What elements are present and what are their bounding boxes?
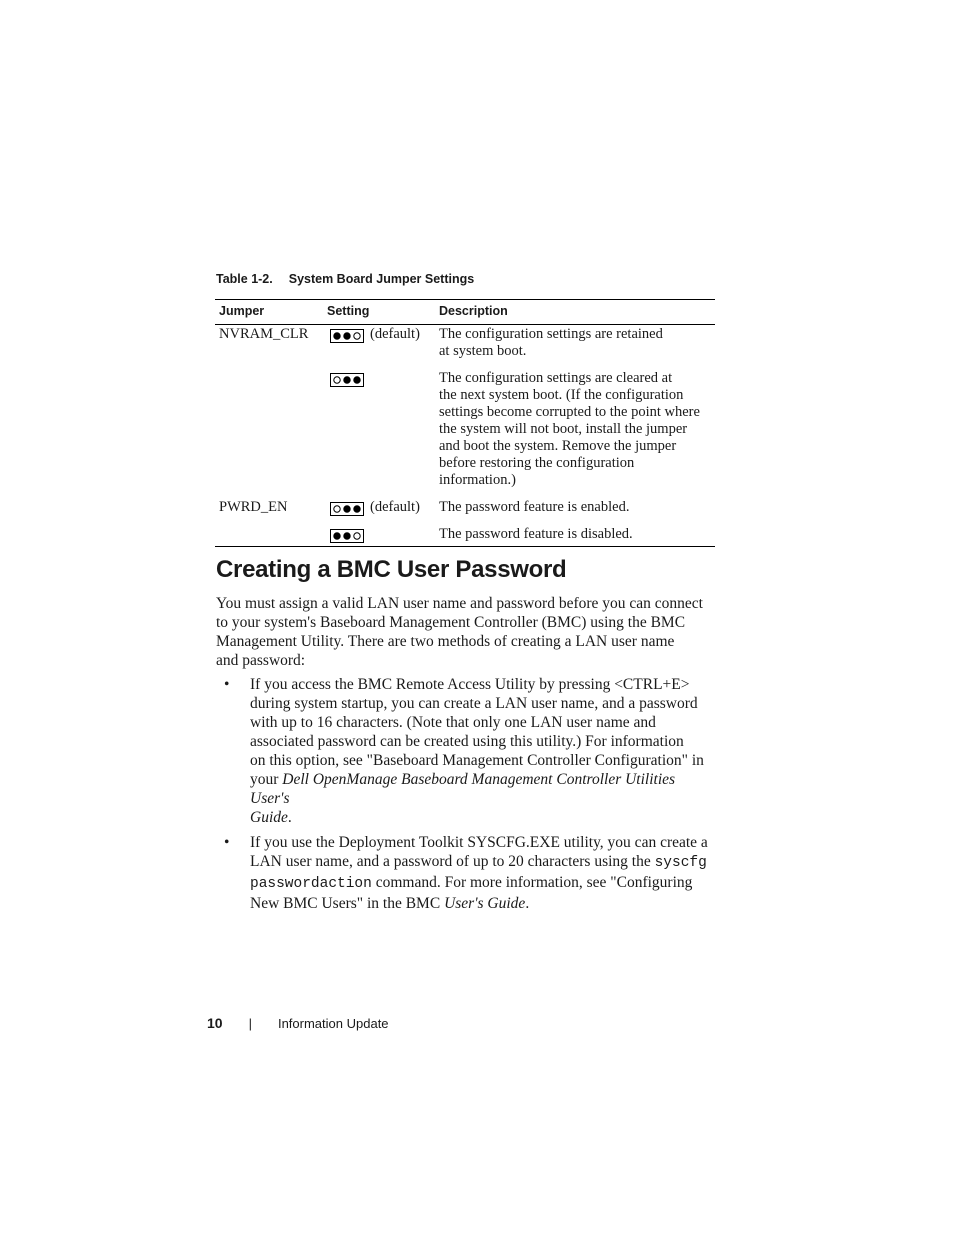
table-row <box>215 524 715 547</box>
table-row <box>215 497 715 524</box>
pin-jumpered <box>354 506 360 512</box>
list-item <box>216 833 716 913</box>
table-row <box>215 325 715 369</box>
table-caption-title: System Board Jumper Settings <box>288 272 475 286</box>
bullet1-line: . <box>287 809 292 826</box>
bullet1-line: If you access the BMC Remote Access Utility by pressing <CTRL+E> <box>250 676 690 693</box>
command-code: passwordaction <box>250 876 372 892</box>
pin-jumpered <box>344 506 350 512</box>
description-line: The configuration settings are cleared at <box>439 370 673 386</box>
pin-open <box>354 333 360 339</box>
bullet2-line: command. For more information, see "Configuring <box>371 874 693 891</box>
intro-paragraph <box>216 594 716 670</box>
bullet1-line: with up to 16 characters. (Note that only one LAN user name and <box>250 714 656 731</box>
jumper-pin-icon <box>330 529 364 543</box>
pin-jumpered <box>334 533 340 539</box>
description-cell <box>437 524 715 547</box>
intro-line: You must assign a valid LAN user name and password before you can connect <box>216 595 703 612</box>
intro-line: Management Utility. There are two methods of creating a LAN user name <box>216 633 675 650</box>
description-line: the next system boot. (If the configuration <box>439 387 684 403</box>
pin-jumpered <box>354 377 360 383</box>
jumper-pin-icon <box>330 373 364 387</box>
jumper-cell: PWRD_EN <box>219 499 288 515</box>
description-cell <box>437 497 715 524</box>
description-line: the system will not boot, install the jumper <box>439 421 688 437</box>
default-label: (default) <box>370 326 420 342</box>
guide-title-italic: Dell OpenManage Baseboard Management Controller Utilities User's <box>250 771 676 807</box>
bullet-marker: • <box>224 834 230 851</box>
default-label: (default) <box>370 499 420 515</box>
description-line: settings become corrupted to the point where <box>439 404 700 420</box>
bullet1-line: your <box>250 771 283 788</box>
pin-open <box>334 377 340 383</box>
header-jumper: Jumper <box>215 300 327 325</box>
table-header-row <box>215 300 715 325</box>
description-line: information.) <box>439 472 516 488</box>
setting-cell <box>327 497 437 524</box>
jumper-cell <box>215 368 327 497</box>
description-line: The password feature is disabled. <box>439 526 633 542</box>
header-setting: Setting <box>327 300 437 325</box>
jumper-settings-table <box>215 299 715 547</box>
jumper-pin-icon <box>330 502 364 516</box>
description-cell <box>437 368 715 497</box>
intro-line: to your system's Baseboard Management Controller (BMC) using the BMC <box>216 614 686 631</box>
bullet1-line: associated password can be created using this utility.) For information <box>250 733 684 750</box>
guide-title-italic: Guide <box>250 809 288 826</box>
pin-open <box>354 533 360 539</box>
bullet2-line: New BMC Users" in the BMC <box>250 895 445 912</box>
bullet1-line: on this option, see "Baseboard Management Controller Configuration" in <box>250 752 704 769</box>
bullet-marker: • <box>224 676 230 693</box>
description-line: The configuration settings are retained <box>439 326 663 342</box>
setting-cell <box>327 524 437 547</box>
description-line: The password feature is enabled. <box>439 499 630 515</box>
description-line: before restoring the configuration <box>439 455 635 471</box>
guide-title-italic: User's Guide <box>444 895 526 912</box>
setting-cell <box>327 368 437 497</box>
footer-separator: | <box>248 1016 252 1031</box>
description-line: at system boot. <box>439 343 527 359</box>
pin-jumpered <box>344 333 350 339</box>
bullet-list <box>216 675 716 919</box>
jumper-cell: NVRAM_CLR <box>219 326 309 342</box>
bullet2-line: . <box>525 895 530 912</box>
bullet2-line: LAN user name, and a password of up to 20 characters using the <box>250 853 655 870</box>
page-footer <box>207 1015 389 1031</box>
bullet2-line: If you use the Deployment Toolkit SYSCFG.EXE utility, you can create a <box>250 834 708 851</box>
list-item <box>216 675 716 827</box>
pin-jumpered <box>344 533 350 539</box>
header-description: Description <box>437 300 715 325</box>
description-line: and boot the system. Remove the jumper <box>439 438 677 454</box>
footer-title: Information Update <box>277 1016 389 1031</box>
intro-line: and password: <box>216 652 306 669</box>
pin-open <box>334 506 340 512</box>
jumper-pin-icon <box>330 329 364 343</box>
table-caption-number: Table 1-2. <box>216 272 273 286</box>
jumper-cell <box>215 524 327 547</box>
table-row <box>215 368 715 497</box>
description-cell <box>437 325 715 369</box>
table-caption <box>216 272 474 286</box>
page-number: 10 <box>207 1015 223 1031</box>
section-heading: Creating a BMC User Password <box>216 556 567 583</box>
pin-jumpered <box>344 377 350 383</box>
bullet1-line: during system startup, you can create a LAN user name, and a password <box>250 695 698 712</box>
command-code: syscfg <box>654 855 707 871</box>
pin-jumpered <box>334 333 340 339</box>
setting-cell <box>327 325 437 369</box>
